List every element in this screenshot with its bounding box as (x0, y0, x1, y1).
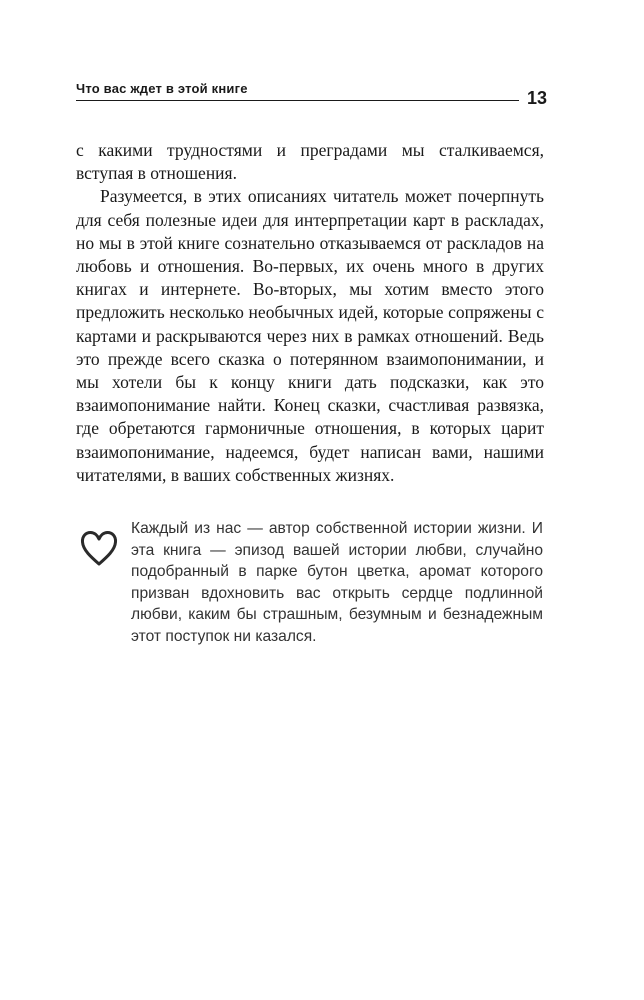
running-header: Что вас ждет в этой книге (76, 81, 248, 96)
paragraph-continuation: с какими трудностями и преградами мы сталкиваемся, вступая в отношения. (76, 140, 544, 184)
paragraph: Разумеется, в этих описаниях читатель может почерпнуть для себя полезные идеи для интерпретации карт в раскладах, но мы в этой книге сознательно отказываемся от раскладов на любовь и отношения. Во-первых, их очень много в других книгах и интернете. Во-вторых, мы хотим вместо этого предложить несколько необычных идей, которые сопряжены с картами и раскрываются через них в рамках отношений. Ведь это прежде всего сказка о потерянном взаимопонимании, и мы хотели бы к концу книги дать подсказки, как это взаимопонимание найти. Конец сказки, счастливая развязка, где обретаются гармоничные отношения, в которых царит взаимопонимание, надеемся, будет написан вами, нашими читателями, в ваших собственных жизнях. (76, 186, 544, 485)
callout-quote: Каждый из нас — автор собственной истории жизни. И эта книга — эпизод вашей истории любви, случайно подобранный в парке бутон цветка, аромат которого призван вдохновить вас открыть сердце подлинной любви, каким бы страшным, безумным и безнадежным этот поступок ни казался. (131, 520, 543, 645)
body-text (76, 139, 544, 487)
heart-outline-icon (78, 528, 120, 570)
page-number: 13 (527, 88, 548, 108)
header-rule (76, 100, 519, 101)
